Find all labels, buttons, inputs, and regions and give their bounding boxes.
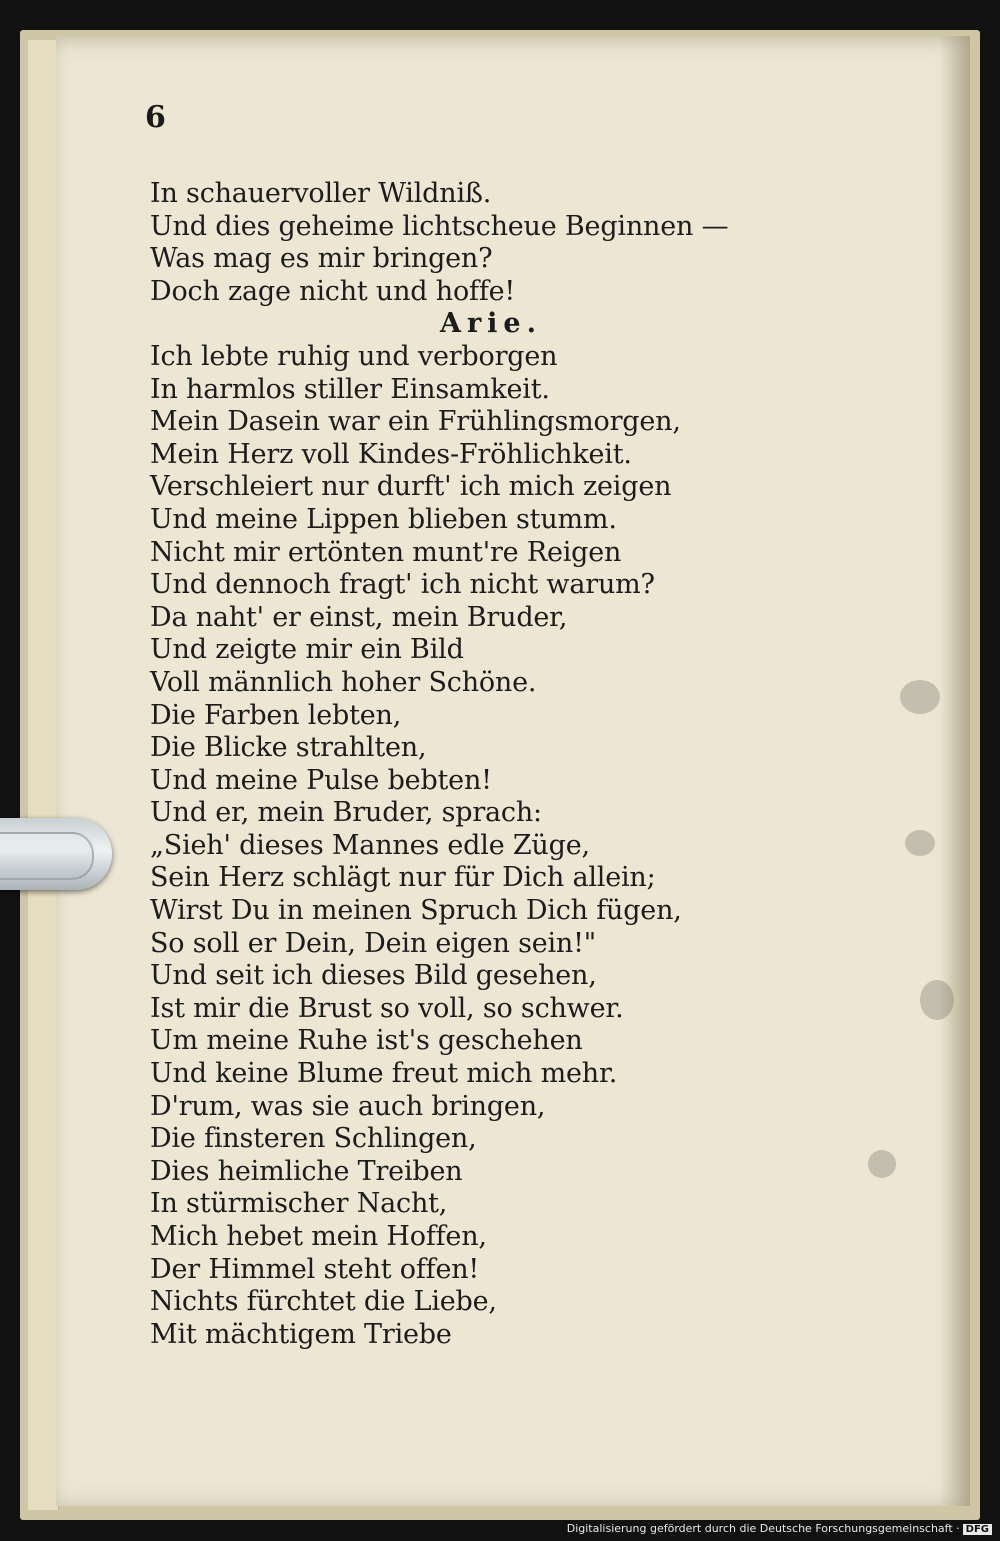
text-line: Ist mir die Brust so voll, so schwer. (150, 992, 624, 1024)
text-line: Mein Herz voll Kindes-Fröhlichkeit. (150, 438, 632, 470)
stain (868, 1150, 896, 1178)
text-line: Wirst Du in meinen Spruch Dich fügen, (150, 895, 682, 927)
credit-text: Digitalisierung gefördert durch die Deutsche Forschungsgemeinschaft · (566, 1522, 960, 1535)
digitization-credit (567, 1522, 992, 1535)
text-line: Voll männlich hoher Schöne. (150, 666, 537, 698)
dfg-logo: DFG (963, 1524, 992, 1535)
text-line: D'rum, was sie auch bringen, (150, 1090, 546, 1122)
text-line: Dies heimliche Treiben (150, 1155, 463, 1187)
book-clamp-highlight (0, 832, 94, 880)
stain (905, 830, 935, 856)
stain (900, 680, 940, 714)
text-line: Und er, mein Bruder, sprach: (150, 797, 542, 829)
text-line: Die Farben lebten, (150, 699, 402, 731)
text-line: Was mag es mir bringen? (150, 243, 493, 275)
section-heading: Arie. (440, 308, 543, 340)
text-line: Und meine Pulse bebten! (150, 764, 492, 796)
text-line: Um meine Ruhe ist's geschehen (150, 1025, 583, 1057)
text-line: Ich lebte ruhig und verborgen (150, 340, 558, 372)
text-line: Die Blicke strahlten, (150, 732, 427, 764)
text-line: Und zeigte mir ein Bild (150, 634, 464, 666)
text-line: Doch zage nicht und hoffe! (150, 275, 516, 307)
text-line: So soll er Dein, Dein eigen sein!" (150, 927, 596, 959)
text-line: Mit mächtigem Triebe (150, 1318, 452, 1350)
text-line: In stürmischer Nacht, (150, 1188, 448, 1220)
page-number: 6 (145, 100, 166, 135)
text-line: Und seit ich dieses Bild gesehen, (150, 960, 597, 992)
page-gutter-shadow (940, 36, 970, 1506)
text-line: Und dies geheime lichtscheue Beginnen — (150, 210, 729, 242)
text-line: Mein Dasein war ein Frühlingsmorgen, (150, 406, 681, 438)
text-line: „Sieh' dieses Mannes edle Züge, (150, 829, 590, 861)
text-line: Da naht' er einst, mein Bruder, (150, 601, 568, 633)
text-line: Und dennoch fragt' ich nicht warum? (150, 569, 655, 601)
text-line: In schauervoller Wildniß. (150, 178, 492, 209)
stain (920, 980, 954, 1020)
text-line: Die finsteren Schlingen, (150, 1123, 477, 1155)
text-line: Sein Herz schlägt nur für Dich allein; (150, 862, 656, 894)
text-line: Mich hebet mein Hoffen, (150, 1221, 487, 1252)
text-line: Verschleiert nur durft' ich mich zeigen (150, 471, 672, 503)
text-line: Nichts fürchtet die Liebe, (150, 1286, 497, 1318)
poem-text (150, 178, 750, 1351)
text-line: Und meine Lippen blieben stumm. (150, 503, 617, 535)
text-line: Der Himmel steht offen! (150, 1253, 480, 1285)
text-line: In harmlos stiller Einsamkeit. (150, 373, 550, 405)
page-edge (28, 40, 59, 1510)
text-line: Nicht mir ertönten munt're Reigen (150, 536, 622, 568)
text-line: Und keine Blume freut mich mehr. (150, 1058, 618, 1090)
